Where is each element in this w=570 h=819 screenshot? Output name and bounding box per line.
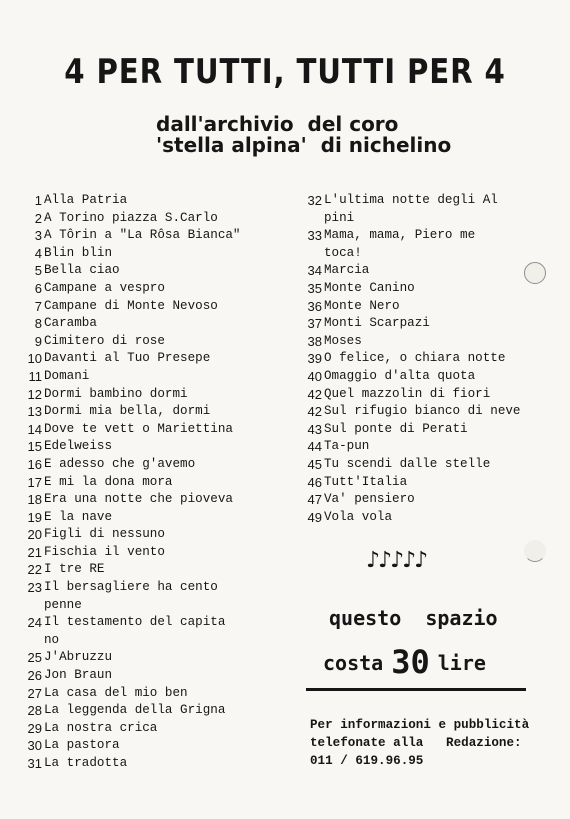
song-title: Tutt'Italia: [324, 474, 408, 489]
song-list-item: [20, 755, 290, 773]
song-number: 17: [27, 474, 42, 490]
song-list-item: [20, 526, 290, 544]
song-number: 16: [27, 456, 42, 472]
song-list-item: [20, 315, 290, 333]
info-line-3: 011 / 619.96.95: [310, 754, 424, 768]
song-list-item: [20, 702, 290, 720]
song-title: I tre RE: [44, 562, 105, 577]
song-number: 15: [27, 439, 42, 455]
song-number: 14: [27, 421, 42, 437]
song-title: Tu scendi dalle stelle: [324, 456, 491, 471]
song-number: 18: [27, 492, 42, 508]
song-number: 2: [34, 210, 42, 226]
song-title: Sul ponte di Perati: [324, 421, 468, 436]
song-list-item: [300, 509, 560, 527]
song-title: Va' pensiero: [324, 492, 415, 507]
song-list-item: [20, 298, 290, 316]
song-title: E adesso che g'avemo: [44, 456, 196, 471]
song-number: 43: [307, 421, 322, 437]
song-list-item: [300, 350, 560, 368]
song-number: 32: [307, 193, 322, 208]
song-list-item: [20, 544, 290, 562]
song-title: Campane a vespro: [44, 280, 165, 295]
song-list-item: [20, 192, 290, 210]
song-number: 22: [27, 562, 42, 578]
song-list-item: [20, 720, 290, 738]
song-number: 31: [27, 756, 42, 771]
divider-rule: [306, 688, 526, 691]
song-number: 44: [307, 439, 322, 455]
song-title: Dormi bambino dormi: [44, 386, 188, 401]
song-title: pini: [324, 210, 355, 225]
song-number: 34: [307, 263, 322, 279]
song-number: 37: [307, 316, 322, 332]
song-title: Mama, mama, Piero me: [324, 228, 476, 243]
song-number: 45: [307, 456, 322, 472]
song-title: La casa del mio ben: [44, 685, 188, 700]
song-list-item: [20, 245, 290, 263]
music-notes-icon: ♪♪♪♪♪: [366, 548, 427, 573]
song-number: 5: [34, 263, 42, 279]
song-number: 40: [307, 368, 322, 384]
song-title: no: [44, 632, 60, 647]
song-number: 42: [307, 386, 322, 402]
punch-hole-bottom: [524, 540, 546, 562]
song-number: 33: [307, 228, 322, 244]
song-list-item: [300, 333, 560, 351]
song-list-item: [300, 491, 560, 509]
song-list-item: [20, 227, 290, 245]
song-title: Bella ciao: [44, 263, 120, 278]
song-list-item: [300, 474, 560, 492]
contact-info: [310, 716, 530, 770]
song-title: Alla Patria: [44, 193, 128, 207]
song-list-item: [20, 597, 290, 615]
song-number: 27: [27, 685, 42, 701]
song-list-item: [20, 579, 290, 597]
promo-price: 30: [391, 643, 430, 681]
song-title: L'ultima notte degli Al: [324, 193, 498, 207]
song-number: 11: [28, 368, 42, 384]
song-list-item: [300, 245, 560, 263]
song-title: La pastora: [44, 738, 120, 753]
song-number: 24: [27, 615, 42, 631]
song-list-right: [300, 192, 560, 526]
song-list-item: [20, 262, 290, 280]
song-list-item: [300, 315, 560, 333]
page-title: 4 PER TUTTI, TUTTI PER 4: [64, 52, 506, 92]
promo-lire: lire: [437, 651, 486, 675]
song-list-item: [300, 210, 560, 228]
song-number: 39: [307, 351, 322, 367]
song-title: penne: [44, 597, 82, 612]
song-list-item: [20, 210, 290, 228]
song-list-left: [20, 192, 290, 773]
song-title: La leggenda della Grigna: [44, 703, 226, 718]
song-title: J'Abruzzu: [44, 650, 113, 665]
song-list-item: [20, 333, 290, 351]
song-title: Blin blin: [44, 245, 113, 260]
song-list-item: [20, 403, 290, 421]
song-title: Il bersagliere ha cento: [44, 580, 218, 595]
song-number: 42: [307, 404, 322, 420]
song-number: 36: [307, 298, 322, 314]
song-title: Omaggio d'alta quota: [324, 368, 476, 383]
promo-line-2: [323, 640, 486, 681]
song-number: 9: [34, 333, 42, 349]
song-list-item: [300, 368, 560, 386]
song-list-item: [300, 262, 560, 280]
song-number: 12: [27, 386, 42, 402]
song-title: Caramba: [44, 316, 97, 331]
song-list-item: [300, 192, 560, 210]
song-title: Moses: [324, 333, 362, 348]
info-line-2: telefonate alla Redazione:: [310, 736, 522, 750]
song-list-item: [300, 298, 560, 316]
song-number: 20: [27, 527, 42, 543]
song-list-item: [300, 438, 560, 456]
song-number: 23: [27, 580, 42, 596]
song-number: 6: [34, 280, 42, 296]
song-list-item: [20, 280, 290, 298]
song-list-item: [300, 421, 560, 439]
song-number: 10: [27, 351, 42, 367]
promo-line-1: questo spazio: [329, 606, 498, 630]
song-title: Edelweiss: [44, 439, 113, 454]
song-number: 19: [27, 509, 42, 525]
song-number: 46: [307, 474, 322, 490]
song-number: 7: [34, 298, 42, 314]
song-title: Figli di nessuno: [44, 527, 165, 542]
song-number: 21: [27, 544, 42, 560]
song-title: Davanti al Tuo Presepe: [44, 351, 211, 366]
song-title: Era una notte che pioveva: [44, 492, 233, 507]
song-title: Domani: [44, 368, 90, 383]
song-number: 13: [27, 404, 42, 420]
song-list-item: [300, 280, 560, 298]
song-number: 35: [307, 280, 322, 296]
song-number: 29: [27, 720, 42, 736]
song-list-item: [20, 421, 290, 439]
song-title: Il testamento del capita: [44, 615, 226, 630]
song-title: A Torino piazza S.Carlo: [44, 210, 218, 225]
punch-hole-top: [524, 262, 546, 284]
song-list-item: [20, 649, 290, 667]
song-list-item: [20, 667, 290, 685]
song-number: 47: [307, 492, 322, 508]
song-list-item: [20, 491, 290, 509]
song-number: 3: [34, 228, 42, 244]
song-number: 26: [27, 668, 42, 684]
song-number: 25: [27, 650, 42, 666]
song-list-item: [300, 227, 560, 245]
song-list-item: [20, 368, 290, 386]
info-line-1: Per informazioni e pubblicità: [310, 718, 530, 732]
song-list-item: [20, 456, 290, 474]
song-title: Dormi mia bella, dormi: [44, 404, 211, 419]
song-title: Monte Canino: [324, 280, 415, 295]
song-title: Vola vola: [324, 509, 393, 524]
song-list-item: [20, 685, 290, 703]
song-list-item: [300, 403, 560, 421]
subtitle-line-1: dall'archivio del coro: [156, 112, 399, 136]
song-number: 8: [34, 316, 42, 332]
song-list-item: [20, 509, 290, 527]
song-list-item: [20, 386, 290, 404]
song-list-item: [20, 350, 290, 368]
song-title: Campane di Monte Nevoso: [44, 298, 218, 313]
song-list-item: [20, 632, 290, 650]
promo-costa: costa: [323, 651, 384, 675]
song-title: A Tôrin a "La Rôsa Bianca": [44, 228, 241, 243]
song-number: 1: [34, 193, 42, 208]
song-title: Marcia: [324, 263, 370, 278]
song-number: 38: [307, 333, 322, 349]
song-number: 49: [307, 509, 322, 525]
song-title: Jon Braun: [44, 668, 113, 683]
song-title: Dove te vett o Mariettina: [44, 421, 233, 436]
song-number: 28: [27, 703, 42, 719]
subtitle-line-2: 'stella alpina' di nichelino: [156, 133, 452, 157]
song-title: O felice, o chiara notte: [324, 351, 506, 366]
song-list-item: [20, 614, 290, 632]
song-title: Monte Nero: [324, 298, 400, 313]
song-title: Ta-pun: [324, 439, 370, 454]
song-title: La tradotta: [44, 756, 128, 770]
song-title: La nostra crica: [44, 720, 158, 735]
song-number: 30: [27, 738, 42, 754]
song-title: Monti Scarpazi: [324, 316, 430, 331]
song-list-item: [20, 561, 290, 579]
song-title: Quel mazzolin di fiori: [324, 386, 491, 401]
song-title: Sul rifugio bianco di neve: [324, 404, 521, 419]
song-title: Cimitero di rose: [44, 333, 165, 348]
song-title: E la nave: [44, 509, 113, 524]
song-list-item: [20, 474, 290, 492]
song-title: Fischia il vento: [44, 544, 165, 559]
song-title: toca!: [324, 245, 362, 260]
song-list-item: [300, 456, 560, 474]
song-list-item: [300, 386, 560, 404]
song-title: E mi la dona mora: [44, 474, 173, 489]
song-list-item: [20, 737, 290, 755]
song-number: 4: [34, 245, 42, 261]
song-list-item: [20, 438, 290, 456]
